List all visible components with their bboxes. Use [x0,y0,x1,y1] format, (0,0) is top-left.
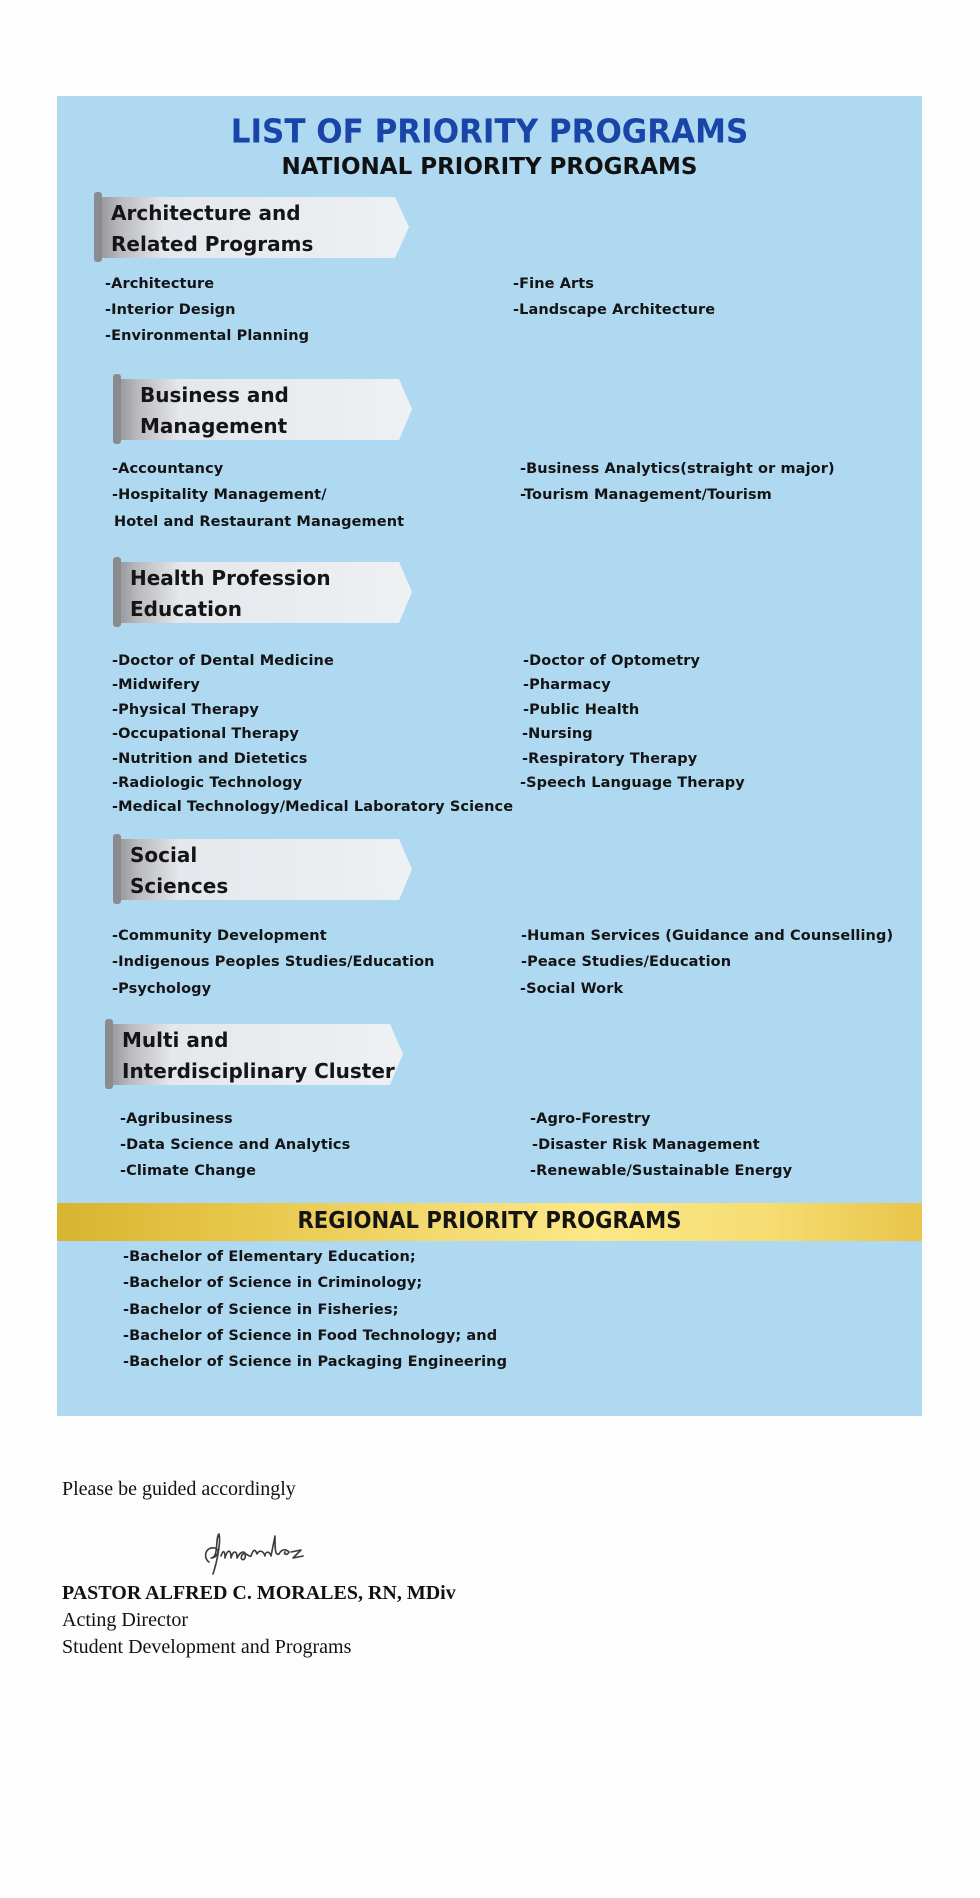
section-heading-line2: Related Programs [111,232,314,256]
program-item: -Respiratory Therapy [522,751,698,767]
section-heading-line2: Interdisciplinary Cluster [122,1059,395,1083]
program-item: -Agribusiness [120,1111,233,1127]
section-heading-line2: Management [140,414,288,438]
program-item: -Public Health [523,702,640,718]
section-heading-line1: Multi and [122,1028,229,1052]
program-item: -Nursing [522,726,593,742]
program-item: -Human Services (Guidance and Counselling) [521,928,894,944]
section-heading-line1: Social [130,843,198,867]
program-item: -Interior Design [105,302,236,318]
program-item: -Accountancy [112,461,224,477]
regional-item: -Bachelor of Science in Fisheries; [123,1302,399,1318]
page-title: LIST OF PRIORITY PROGRAMS [230,113,749,151]
program-item: -Pharmacy [523,677,611,693]
program-item: -Agro-Forestry [530,1111,651,1127]
section-banner-multi [104,1017,424,1091]
regional-heading: REGIONAL PRIORITY PROGRAMS [297,1208,682,1234]
section-heading-line2: Sciences [130,874,229,898]
program-item: -Data Science and Analytics [120,1137,351,1153]
program-item: -Nutrition and Dietetics [112,751,308,767]
signatory-title: Acting Director [62,1609,189,1631]
program-item: -Occupational Therapy [112,726,299,742]
section-banner-social [112,832,432,906]
program-item: -Community Development [112,928,327,944]
signature-icon [195,1528,325,1578]
program-item: -Environmental Planning [105,328,310,344]
regional-item: -Bachelor of Science in Packaging Engineering [123,1354,508,1370]
signatory-name: PASTOR ALFRED C. MORALES, RN, MDiv [62,1582,456,1604]
regional-heading-bar [57,1203,922,1241]
program-item: -Landscape Architecture [513,302,716,318]
program-item: -Climate Change [120,1163,257,1179]
regional-item: -Bachelor of Science in Criminology; [123,1275,423,1291]
program-item: -Speech Language Therapy [520,775,745,791]
program-item: -Psychology [112,981,212,997]
program-item: -Business Analytics(straight or major) [520,461,835,477]
program-item: -Radiologic Technology [112,775,303,791]
program-item: -Architecture [105,276,215,292]
program-item: -Social Work [520,981,624,997]
program-item: -Midwifery [112,677,200,693]
regional-item: -Bachelor of Elementary Education; [123,1249,416,1265]
section-banner-health [112,555,432,629]
program-item: -Indigenous Peoples Studies/Education [112,954,435,970]
signature [195,1528,325,1583]
regional-item: -Bachelor of Science in Food Technology; and [123,1328,498,1344]
section-heading-line1: Health Profession [130,566,331,590]
program-item: Hotel and Restaurant Management [114,514,405,530]
program-item: -Medical Technology/Medical Laboratory Science [112,799,514,815]
guidance-note: Please be guided accordingly [62,1478,296,1500]
program-item: -Peace Studies/Education [521,954,732,970]
program-item: -Tourism Management/Tourism [520,487,772,503]
section-heading-line1: Architecture and [111,201,301,225]
section-banner-business [112,372,432,446]
section-banner-architecture [93,190,413,264]
priority-programs-panel [57,96,922,1416]
signatory-office: Student Development and Programs [62,1636,352,1658]
program-item: -Physical Therapy [112,702,259,718]
program-item: -Doctor of Dental Medicine [112,653,334,669]
program-item: -Renewable/Sustainable Energy [530,1163,793,1179]
program-item: -Disaster Risk Management [532,1137,760,1153]
section-heading-line1: Business and [140,383,289,407]
national-heading: NATIONAL PRIORITY PROGRAMS [281,154,698,180]
program-item: -Fine Arts [513,276,595,292]
section-heading-line2: Education [130,597,242,621]
program-item: -Hospitality Management/ [112,487,327,503]
program-item: -Doctor of Optometry [523,653,701,669]
